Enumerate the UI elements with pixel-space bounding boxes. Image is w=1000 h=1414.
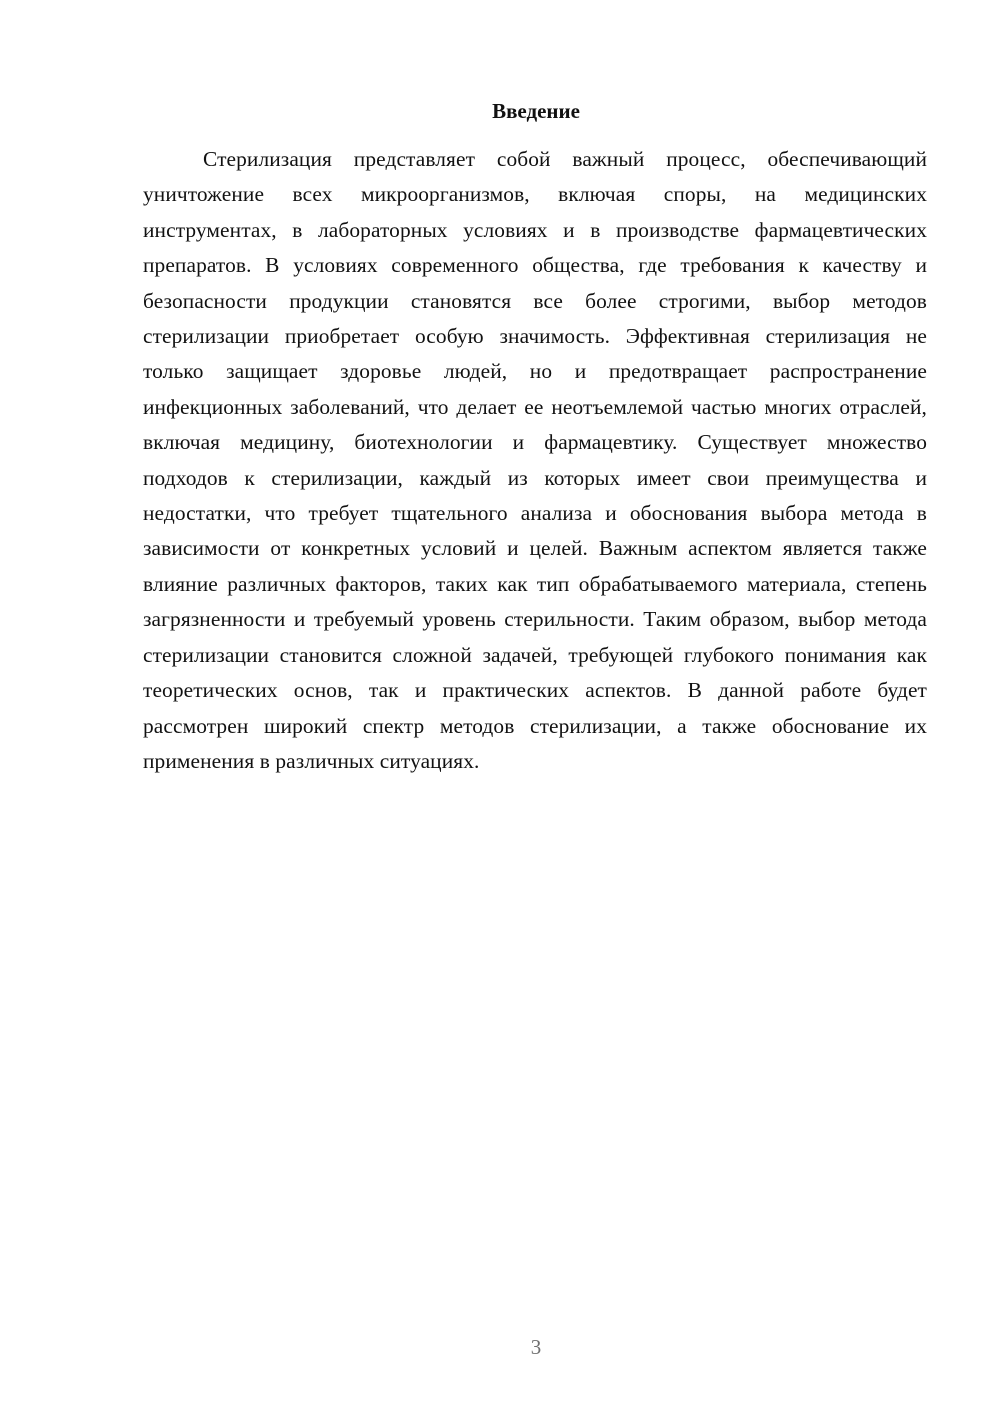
page-number: 3	[530, 1335, 542, 1359]
section-heading: Введение	[492, 99, 580, 123]
intro-paragraph: Стерилизация представляет собой важный процесс, обеспечивающий уничтожение всех микроорганизмов, включая споры, на медицинских инструментах, в лабораторных условиях и в производстве фармацевтических препаратов. В условиях современного общества, где требования к качеству и безопасности продукции становятся все более строгими, выбор методов стерилизации приобретает особую значимость. Эффективная стерилизация не только защищает здоровье людей, но и предотвращает распространение инфекционных заболеваний, что делает ее неотъемлемой частью многих отраслей, включая медицину, биотехнологии и фармацевтику. Существует множество подходов к стерилизации, каждый из которых имеет свои преимущества и недостатки, что требует тщательного анализа и обоснования выбора метода в зависимости от конкретных условий и целей. Важным аспектом является также влияние различных факторов, таких как тип обрабатываемого материала, степень загрязненности и требуемый уровень стерильности. Таким образом, выбор метода стерилизации становится сложной задачей, требующей глубокого понимания как теоретических основ, так и практических аспектов. В данной работе будет рассмотрен широкий спектр методов стерилизации, а также обоснование их применения в различных ситуациях.	[143, 147, 927, 773]
